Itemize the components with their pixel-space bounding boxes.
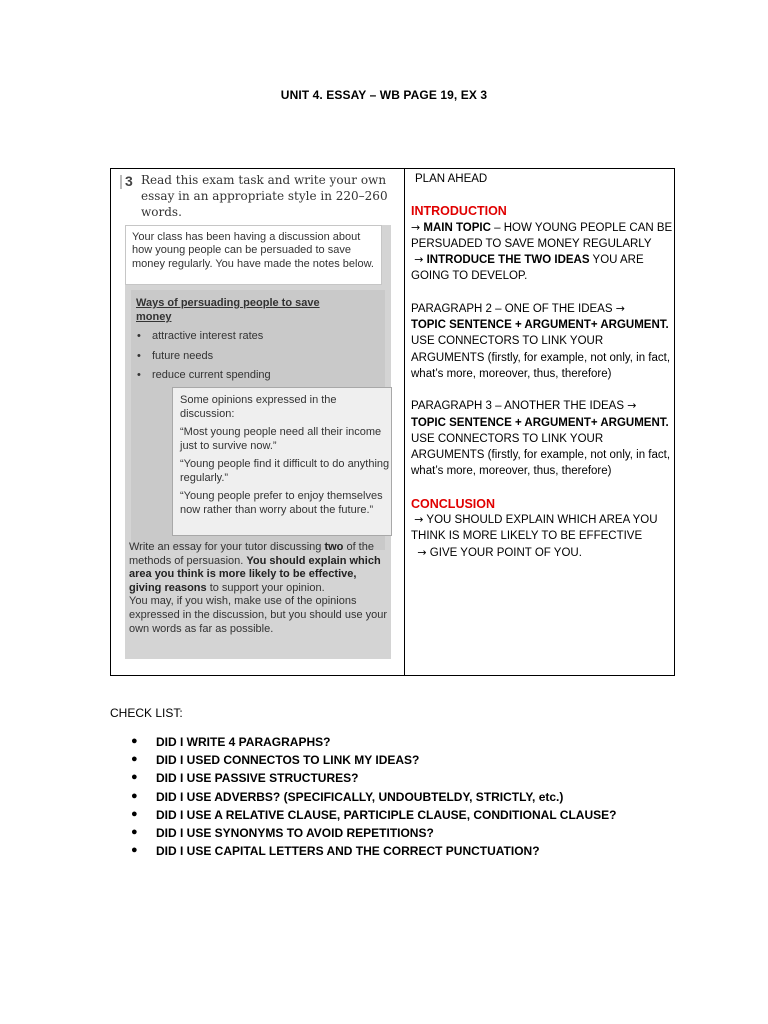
list-item: ● DID I USE SYNONYMS TO AVOID REPETITIONS? <box>131 825 434 840</box>
introduction-heading: INTRODUCTION <box>411 204 507 219</box>
paragraph-2-structure: TOPIC SENTENCE + ARGUMENT+ ARGUMENT. <box>411 319 669 332</box>
bullet-icon: ● <box>131 825 138 838</box>
bullet-icon: • <box>137 349 141 362</box>
paragraph-3-heading: PARAGRAPH 3 – ANOTHER THE IDEAS → <box>411 399 637 413</box>
note-text: reduce current spending <box>152 369 271 381</box>
write-text: You may, if you wish, make use of the opinions expressed in the discussion, but you should use your own words as far as possible. <box>129 595 388 635</box>
exercise-excerpt <box>120 169 392 659</box>
bullet-icon: ● <box>131 807 138 820</box>
paragraph-3-structure: TOPIC SENTENCE + ARGUMENT+ ARGUMENT. <box>411 416 669 429</box>
paragraph-2-connectors: USE CONNECTORS TO LINK YOUR ARGUMENTS (firstly, for example, not only, in fact, what’s more, moreover, thus, therefore) <box>411 335 671 380</box>
notes-title: Ways of persuading people to save money <box>136 297 320 323</box>
table-divider <box>404 169 405 675</box>
exercise-header <box>120 171 392 223</box>
paragraph-3-connectors: USE CONNECTORS TO LINK YOUR ARGUMENTS (firstly, for example, not only, in fact, what’s more, moreover, thus, therefore) <box>411 432 671 478</box>
list-item: ● DID I USE CAPITAL LETTERS AND THE CORRECT PUNCTUATION? <box>131 844 540 859</box>
write-text-bold: You should explain which area you think is more likely to be effective, giving reasons <box>129 554 381 594</box>
bullet-icon: ● <box>131 735 138 747</box>
plan-heading: PLAN AHEAD <box>415 173 488 185</box>
list-item: ● DID I USED CONNECTOS TO LINK MY IDEAS? <box>131 753 420 768</box>
write-text: of the methods of persuasion. <box>129 541 374 567</box>
list-item: ● DID I USE A RELATIVE CLAUSE, PARTICIPLE CLAUSE, CONDITIONAL CLAUSE? <box>131 807 617 822</box>
note-text: future needs <box>152 349 214 362</box>
write-text: Write an essay for your tutor discussing <box>129 541 325 553</box>
exercise-number: 3 <box>125 173 133 189</box>
arrow-right-icon: → <box>417 545 427 559</box>
plan-ahead <box>411 171 673 561</box>
arrow-right-icon: → <box>414 513 424 527</box>
conclusion-point-1: → YOU SHOULD EXPLAIN WHICH AREA YOU THINK IS MORE LIKELY TO BE EFFECTIVE <box>411 513 658 543</box>
intro-two-ideas: → INTRODUCE THE TWO IDEAS YOU ARE GOING TO DEVELOP. <box>411 253 644 283</box>
opinion-item: “Most young people need all their income just to survive now.” <box>180 426 382 452</box>
intro-main-topic: → MAIN TOPIC – HOW YOUNG PEOPLE CAN BE PERSUADED TO SAVE MONEY REGULARLY <box>411 220 673 250</box>
write-text-bold: two <box>324 541 344 553</box>
exercise-instruction: Read this exam task and write your own essay in an appropriate style in 220–260 words. <box>141 173 388 219</box>
arrow-right-icon: → <box>411 220 421 234</box>
bullet-icon: • <box>137 330 141 342</box>
list-item <box>136 369 271 389</box>
list-item <box>136 350 271 370</box>
conclusion-heading: CONCLUSION <box>411 496 496 511</box>
bullet-icon: ● <box>131 789 138 802</box>
bullet-icon: ● <box>131 753 138 766</box>
bullet-icon: ● <box>131 844 138 857</box>
opinion-item: “Young people prefer to enjoy themselves now rather than worry about the future.” <box>180 490 383 516</box>
list-item: ● DID I WRITE 4 PARAGRAPHS? <box>131 735 331 749</box>
opinion-item: “Young people find it difficult to do anything regularly.” <box>180 458 390 484</box>
document-title: UNIT 4. ESSAY – WB PAGE 19, EX 3 <box>280 88 488 102</box>
bullet-icon: ● <box>131 771 138 784</box>
note-text: attractive interest rates <box>152 330 264 342</box>
list-item: ● DID I USE PASSIVE STRUCTURES? <box>131 771 359 786</box>
list-item: ● DID I USE ADVERBS? (SPECIFICALLY, UNDOUBTELDY, STRICTLY, etc.) <box>131 789 564 804</box>
bullet-icon: • <box>137 369 141 381</box>
arrow-right-icon: → <box>414 253 424 267</box>
opinions-box <box>172 387 392 536</box>
exercise-task: Your class has been having a discussion about how young people can be persuaded to save money regularly. You have made the notes below. <box>125 225 382 285</box>
arrow-right-icon: → <box>615 301 625 315</box>
list-item <box>136 330 271 350</box>
paragraph-2-heading: PARAGRAPH 2 – ONE OF THE IDEAS → <box>411 301 625 315</box>
exercise-write-task <box>129 541 391 636</box>
opinions-intro: Some opinions expressed in the discussion: <box>180 394 337 420</box>
plan-table <box>110 168 675 676</box>
notes-list <box>136 330 271 389</box>
exercise-number-bar <box>120 175 122 189</box>
arrow-right-icon: → <box>627 399 637 413</box>
write-text: to support your opinion. <box>206 581 325 594</box>
checklist-title: CHECK LIST: <box>110 706 183 720</box>
conclusion-point-2: → GIVE YOUR POINT OF YOU. <box>417 545 582 559</box>
checklist <box>131 735 616 862</box>
